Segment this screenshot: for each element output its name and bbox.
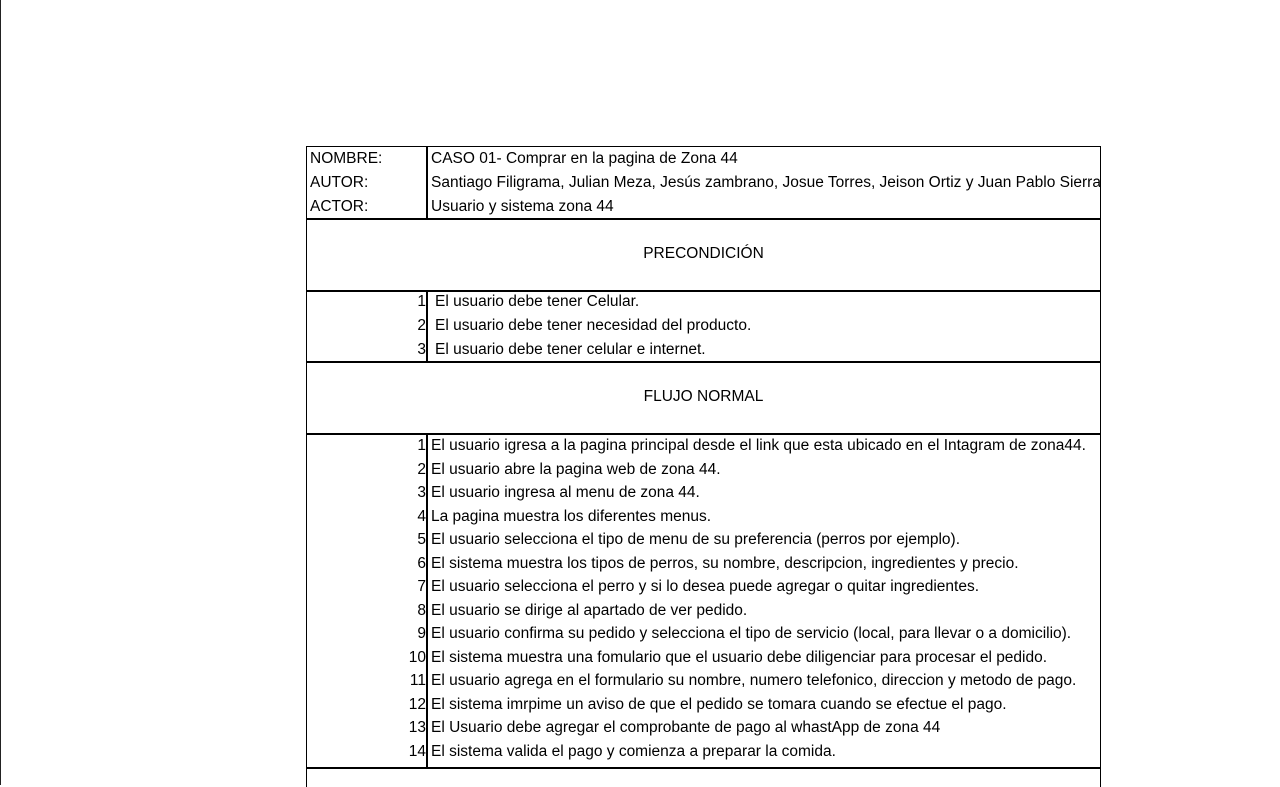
page-left-border bbox=[0, 0, 1, 785]
flow-step-text: El Usuario debe agregar el comprobante de pago al whastApp de zona 44 bbox=[431, 719, 941, 736]
flow-step-number: 2 bbox=[417, 460, 426, 478]
flow-step-text: El sistema muestra los tipos de perros, su nombre, descripcion, ingredientes y precio. bbox=[431, 554, 1019, 572]
precondition-text: El usuario debe tener celular e internet. bbox=[435, 341, 706, 358]
flow-step-text: El usuario agrega en el formulario su nombre, numero telefonico, direccion y metodo de pago. bbox=[431, 672, 1077, 689]
flow-step-number: 6 bbox=[417, 554, 426, 572]
flow-step-text: El sistema imrpime un aviso de que el pedido se tomara cuando se efectue el pago. bbox=[431, 695, 1007, 713]
flow-step-number: 3 bbox=[417, 484, 426, 501]
flow-step-number: 13 bbox=[408, 719, 426, 736]
flow-column-divider bbox=[426, 433, 428, 768]
flow-step-number: 14 bbox=[408, 742, 426, 760]
autor-value: Santiago Filigrama, Julian Meza, Jesús zambrano, Josue Torres, Jeison Ortiz y Juan Pablo Sierra bbox=[431, 174, 1101, 191]
row-divider bbox=[306, 767, 1101, 769]
flow-step-text: El sistema valida el pago y comienza a preparar la comida. bbox=[431, 742, 836, 760]
autor-label: AUTOR: bbox=[310, 174, 369, 191]
flow-step-number: 8 bbox=[417, 601, 426, 619]
flow-step-number: 5 bbox=[417, 531, 426, 548]
flow-step-number: 7 bbox=[417, 578, 426, 595]
flow-step-text: La pagina muestra los diferentes menus. bbox=[431, 507, 712, 525]
nombre-value: CASO 01- Comprar en la pagina de Zona 44 bbox=[431, 150, 738, 167]
header-column-divider bbox=[426, 146, 428, 219]
flow-step-text: El usuario abre la pagina web de zona 44. bbox=[431, 460, 721, 478]
flow-step-text: El usuario ingresa al menu de zona 44. bbox=[431, 484, 700, 501]
precondition-number: 1 bbox=[417, 293, 426, 310]
flow-step-text: El usuario igresa a la pagina principal desde el link que esta ubicado en el Intagram de zona44. bbox=[431, 437, 1086, 454]
flow-step-text: El usuario selecciona el tipo de menu de su preferencia (perros por ejemplo). bbox=[431, 531, 961, 548]
row-divider bbox=[306, 218, 1101, 220]
precondition-number: 2 bbox=[417, 317, 426, 334]
nombre-label: NOMBRE: bbox=[310, 150, 383, 167]
precondition-column-divider bbox=[426, 290, 428, 362]
flow-step-number: 12 bbox=[408, 695, 426, 713]
precondition-number: 3 bbox=[417, 341, 426, 358]
flow-step-number: 9 bbox=[417, 625, 426, 642]
flow-step-number: 10 bbox=[408, 648, 426, 666]
flow-step-text: El usuario confirma su pedido y selecciona el tipo de servicio (local, para llevar o a domicilio). bbox=[431, 625, 1072, 642]
flow-step-text: El usuario se dirige al apartado de ver pedido. bbox=[431, 601, 748, 619]
precondition-text: El usuario debe tener necesidad del producto. bbox=[435, 317, 752, 334]
precondition-title: PRECONDICIÓN bbox=[643, 245, 764, 262]
actor-label: ACTOR: bbox=[310, 198, 369, 215]
actor-value: Usuario y sistema zona 44 bbox=[431, 198, 614, 215]
flow-step-number: 4 bbox=[417, 507, 426, 525]
flow-step-text: El sistema muestra una fomulario que el usuario debe diligenciar para procesar el pedido. bbox=[431, 648, 1048, 666]
flow-step-text: El usuario selecciona el perro y si lo desea puede agregar o quitar ingredientes. bbox=[431, 578, 980, 595]
precondition-text: El usuario debe tener Celular. bbox=[435, 293, 640, 310]
flow-step-number: 1 bbox=[417, 437, 426, 454]
flow-title: FLUJO NORMAL bbox=[643, 388, 764, 405]
flow-step-number: 11 bbox=[409, 672, 426, 689]
